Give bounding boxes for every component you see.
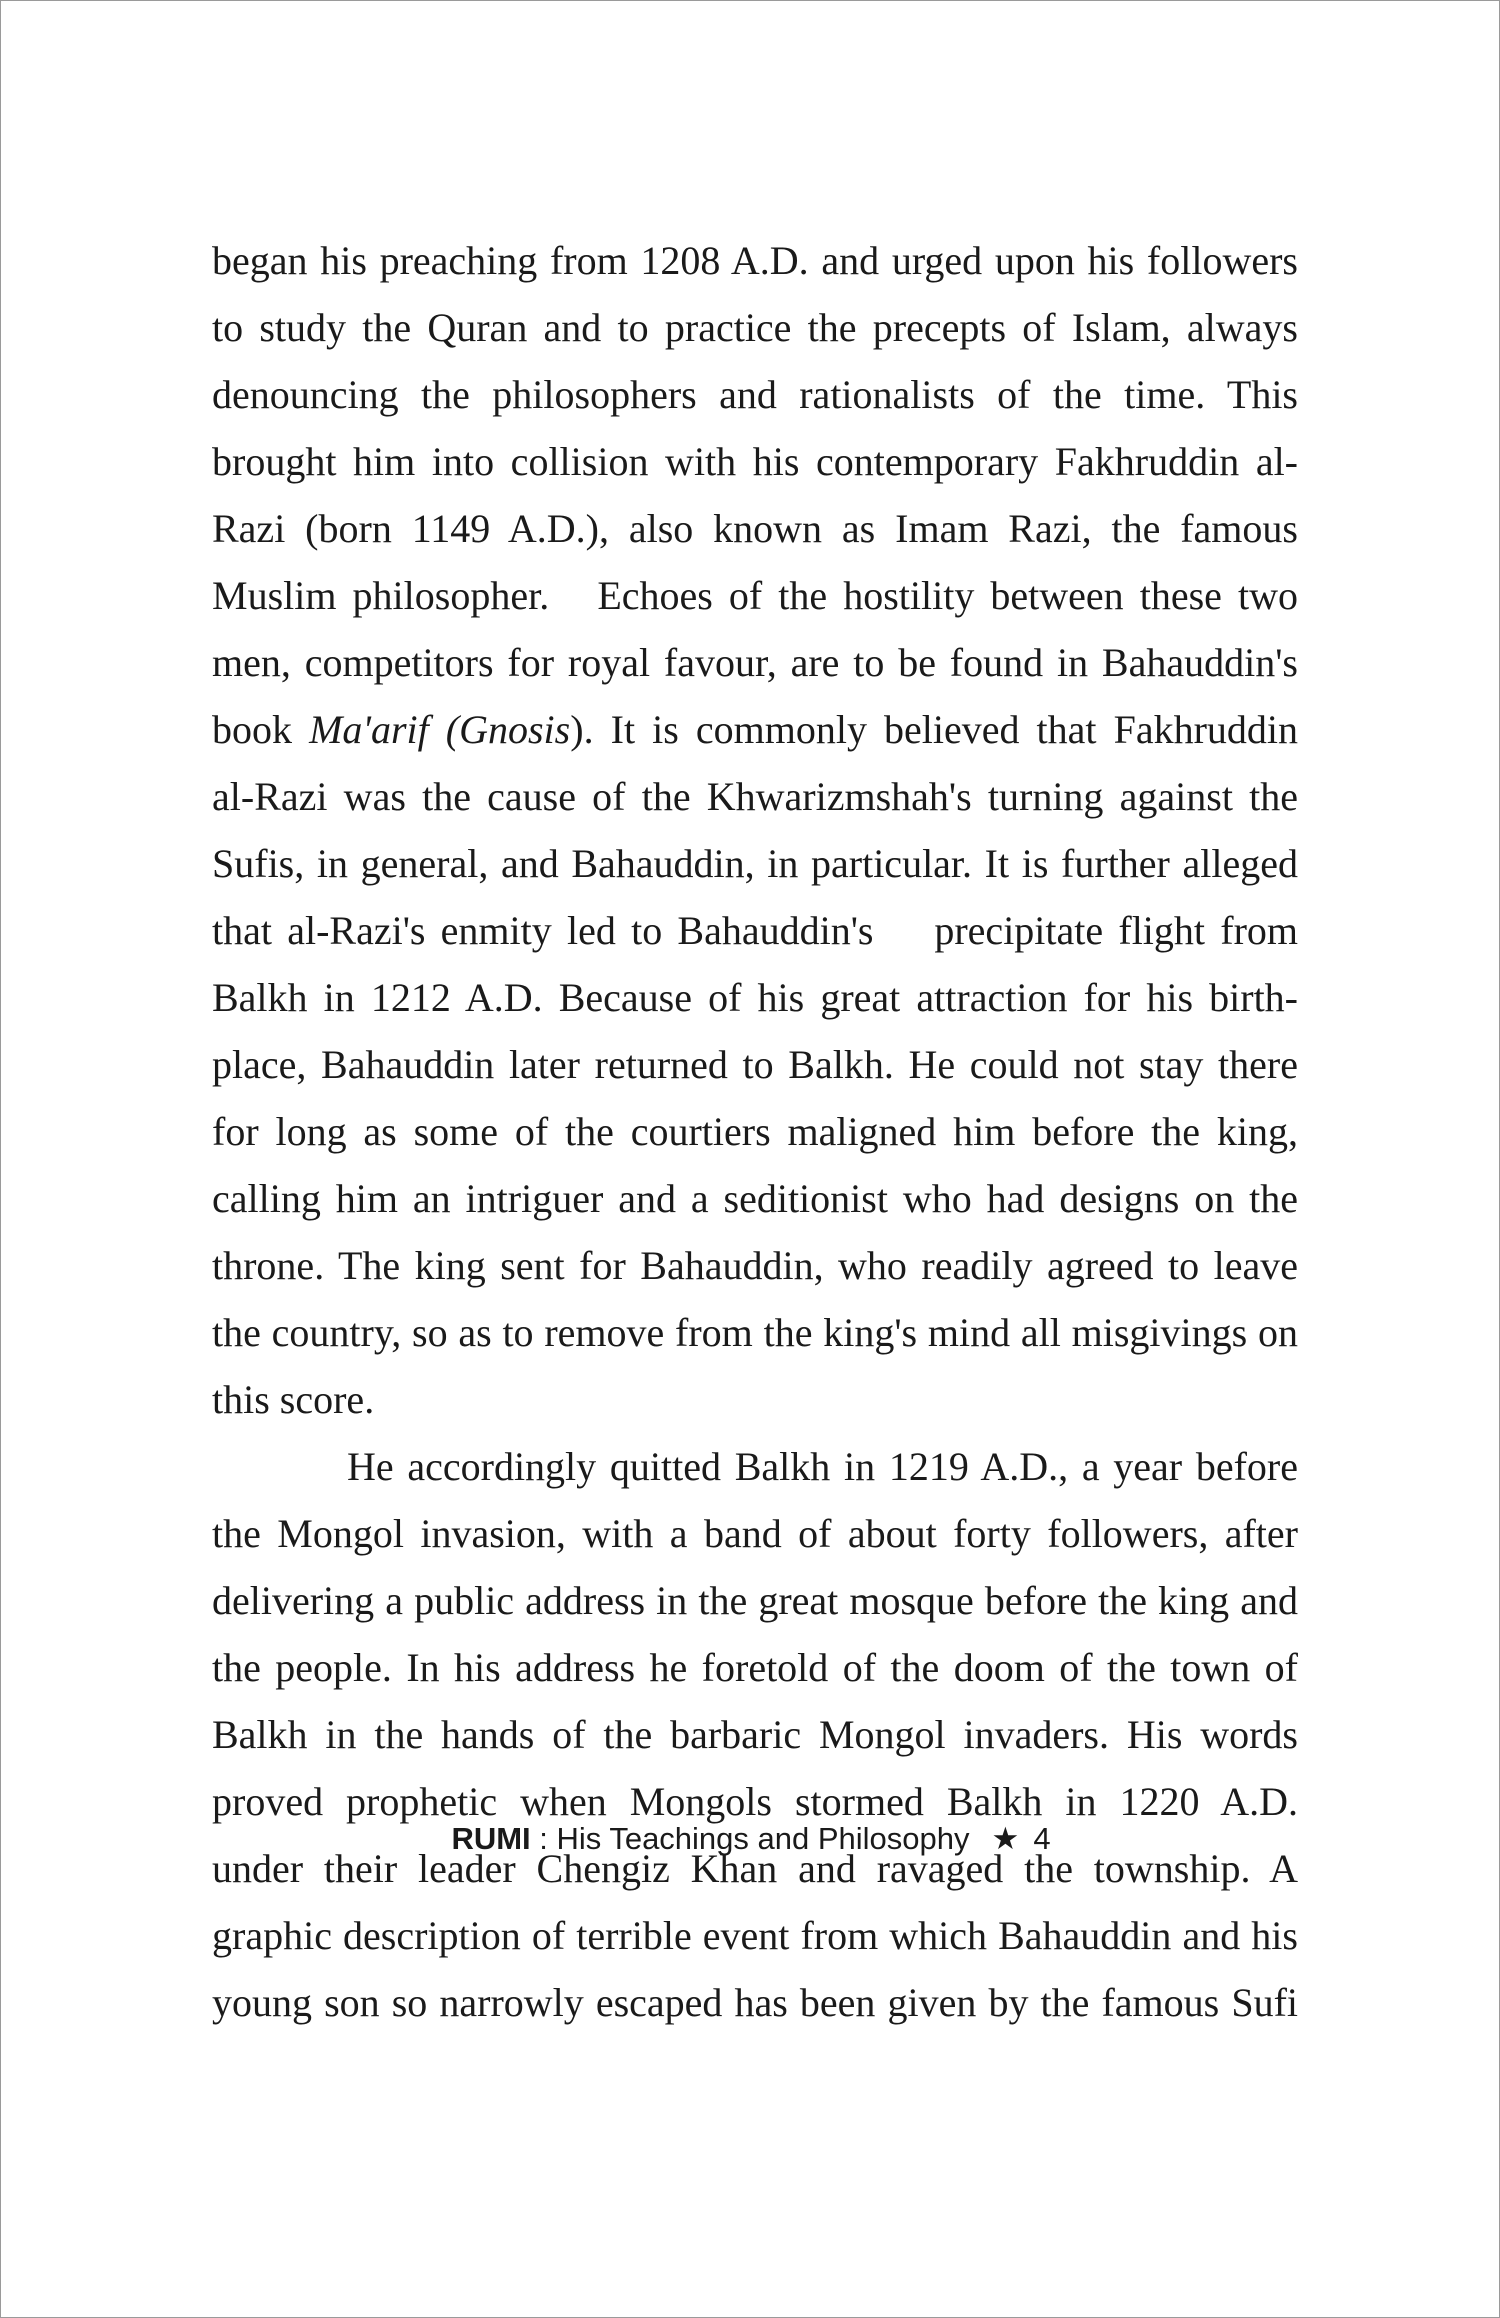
text-line: the Mongol invasion, with a band of about forty followers, after [212,1511,1298,1556]
page-number: 4 [1033,1821,1051,1856]
text-line: the people. In his address he foretold of the doom of the town of [212,1645,1298,1690]
text-line: delivering a public address in the great mosque before the king and [212,1578,1298,1623]
text-line: brought him into collision with his contemporary Fakhruddin al- [212,439,1298,484]
paragraph-start-line: He accordingly quitted Balkh in 1219 A.D., a year before [347,1444,1298,1489]
text-line: Razi (born 1149 A.D.), also known as Imam Razi, the famous [212,506,1298,551]
body-text [212,227,1298,2036]
text-line: young son so narrowly escaped has been given by the famous Sufi [212,1980,1298,2025]
text-line: began his preaching from 1208 A.D. and urged upon his followers [212,238,1298,283]
text-line: place, Bahauddin later returned to Balkh. He could not stay there [212,1042,1298,1087]
text-line: to study the Quran and to practice the precepts of Islam, always [212,305,1298,350]
text-line: Sufis, in general, and Bahauddin, in particular. It is further alleged [212,841,1298,886]
text-line: the country, so as to remove from the king's mind all misgivings on [212,1310,1298,1355]
text-line: graphic description of terrible event from which Bahauddin and his [212,1913,1298,1958]
text-line: proved prophetic when Mongols stormed Balkh in 1220 A.D. [212,1779,1298,1824]
text-line: throne. The king sent for Bahauddin, who readily agreed to leave [212,1243,1298,1288]
text-line: denouncing the philosophers and rationalists of the time. This [212,372,1298,417]
text-segment: ). It is commonly believed that Fakhruddin [570,707,1298,752]
text-line: under their leader Chengiz Khan and ravaged the township. A [212,1846,1298,1891]
footer-book-title: RUMI [451,1821,531,1856]
footer-subtitle: : His Teachings and Philosophy [530,1821,970,1856]
star-icon: ★ [991,1821,1020,1856]
paragraph-end-line: this score. [212,1377,375,1422]
text-line: that al-Razi's enmity led to Bahauddin's precipitate flight from [212,908,1298,953]
text-line: al-Razi was the cause of the Khwarizmshah's turning against the [212,774,1298,819]
text-line: Balkh in 1212 A.D. Because of his great attraction for his birth- [212,975,1298,1020]
text-segment: book [212,707,310,752]
text-line: Balkh in the hands of the barbaric Mongol invaders. His words [212,1712,1298,1757]
text-line: Muslim philosopher. Echoes of the hostility between these two [212,573,1298,618]
text-line: calling him an intriguer and a seditionist who had designs on the [212,1176,1298,1221]
text-line: for long as some of the courtiers maligned him before the king, [212,1109,1298,1154]
text-line [212,696,1298,763]
book-title-italic: Ma'arif (Gnosis [309,707,571,752]
page-footer [1,1821,1500,1857]
text-line: men, competitors for royal favour, are to be found in Bahauddin's [212,640,1298,685]
